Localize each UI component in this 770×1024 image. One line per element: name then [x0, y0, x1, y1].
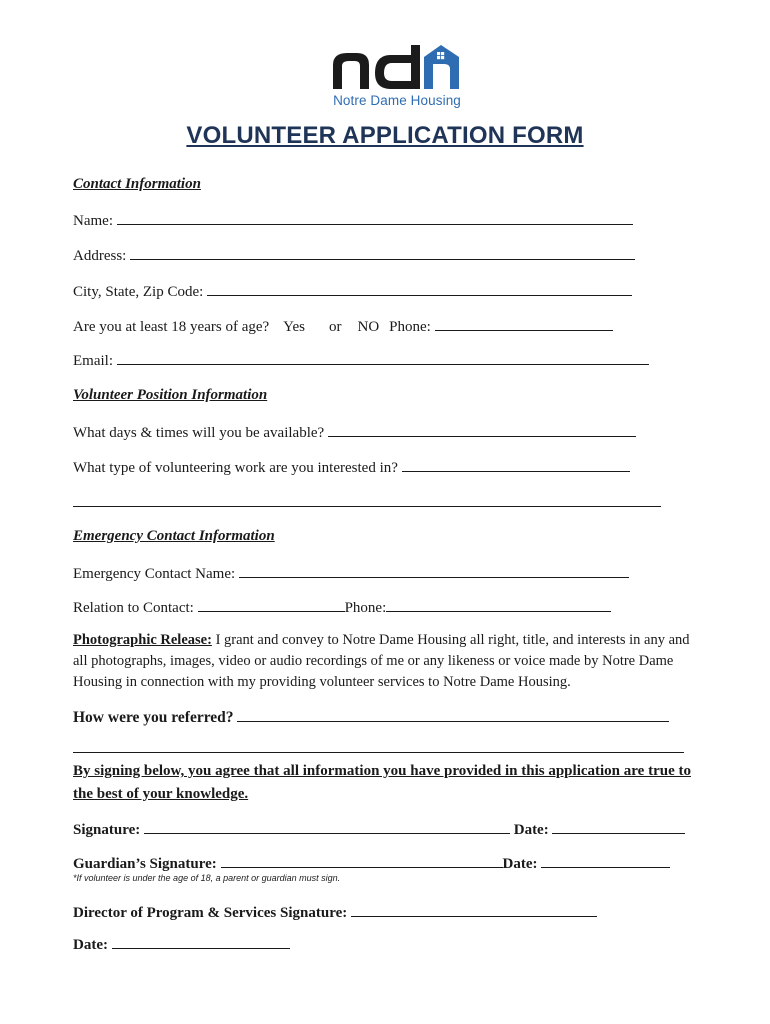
relation-label: Relation to Contact: — [73, 600, 194, 616]
signature-label: Signature: — [73, 822, 141, 838]
emergency-phone-field[interactable] — [386, 597, 611, 612]
guardian-signature-row — [73, 853, 670, 873]
relation-row — [73, 597, 611, 617]
name-label: Name: — [73, 213, 113, 229]
email-row — [73, 350, 649, 370]
type-row-continued — [73, 492, 661, 512]
referral-label: How were you referred? — [73, 709, 234, 726]
guardian-date-label: Date: — [502, 856, 538, 872]
final-date-label: Date: — [73, 937, 108, 953]
address-label: Address: — [73, 248, 127, 264]
email-field[interactable] — [117, 350, 649, 365]
referral-row — [73, 707, 669, 727]
volunteer-section-heading: Volunteer Position Information — [73, 387, 268, 403]
director-signature-field[interactable] — [351, 902, 597, 917]
ndh-logo — [327, 43, 467, 113]
referral-field-line-2[interactable] — [73, 738, 684, 753]
relation-field[interactable] — [198, 597, 345, 612]
release-label: Photographic Release: — [73, 632, 212, 648]
city-row — [73, 281, 632, 301]
director-signature-label: Director of Program & Services Signature: — [73, 905, 348, 921]
address-row — [73, 245, 635, 265]
days-times-field[interactable] — [328, 422, 636, 437]
release-text: I grant and convey to Notre Dame Housing all right, title, and interests in any and all photographs, images, video or audio recordings of me or any likeness or voice made by Notre Dame Housing in connection with my providing volunteer services to Notre Dame Housing. — [73, 632, 690, 690]
final-date-row — [73, 934, 290, 954]
guardian-signature-label: Guardian’s Signature: — [73, 856, 217, 872]
name-field[interactable] — [117, 210, 633, 225]
city-label: City, State, Zip Code: — [73, 284, 204, 300]
guardian-note: *If volunteer is under the age of 18, a parent or guardian must sign. — [73, 873, 341, 883]
age-yes-option[interactable]: Yes — [283, 319, 305, 335]
form-title: VOLUNTEER APPLICATION FORM — [186, 122, 584, 149]
age-or-text: or — [329, 319, 342, 335]
referral-field[interactable] — [237, 707, 669, 722]
work-type-field[interactable] — [402, 457, 630, 472]
emergency-name-row — [73, 563, 629, 583]
emergency-section-heading: Emergency Contact Information — [73, 528, 275, 544]
type-row — [73, 457, 630, 477]
guardian-signature-field[interactable] — [221, 853, 503, 868]
work-type-field-line-2[interactable] — [73, 492, 661, 507]
age-no-option[interactable]: NO — [357, 319, 380, 335]
age-phone-row — [73, 316, 613, 336]
referral-row-continued — [73, 738, 684, 758]
email-label: Email: — [73, 353, 113, 369]
agreement-statement: By signing below, you agree that all information you have provided in this application are true to the best of your knowledge. — [73, 763, 691, 802]
name-row — [73, 210, 633, 230]
age-question: Are you at least 18 years of age? — [73, 319, 270, 335]
final-date-field[interactable] — [112, 934, 290, 949]
signature-date-label: Date: — [513, 822, 549, 838]
signature-field[interactable] — [144, 819, 510, 834]
address-field[interactable] — [130, 245, 635, 260]
director-signature-row — [73, 902, 597, 922]
days-label: What days & times will you be available? — [73, 425, 325, 441]
emergency-name-field[interactable] — [239, 563, 629, 578]
photographic-release — [73, 630, 698, 693]
signature-row — [73, 819, 685, 839]
type-label: What type of volunteering work are you interested in? — [73, 460, 398, 476]
phone-field[interactable] — [435, 316, 613, 331]
emergency-name-label: Emergency Contact Name: — [73, 566, 236, 582]
phone-label: Phone: — [389, 319, 431, 335]
signature-date-field[interactable] — [552, 819, 685, 834]
days-row — [73, 422, 636, 442]
guardian-date-field[interactable] — [541, 853, 670, 868]
ndh-logo-mark — [327, 43, 467, 93]
emergency-phone-label: Phone: — [344, 600, 387, 616]
city-state-zip-field[interactable] — [207, 281, 632, 296]
contact-section-heading: Contact Information — [73, 176, 201, 192]
logo-org-name: Notre Dame Housing — [333, 93, 461, 108]
